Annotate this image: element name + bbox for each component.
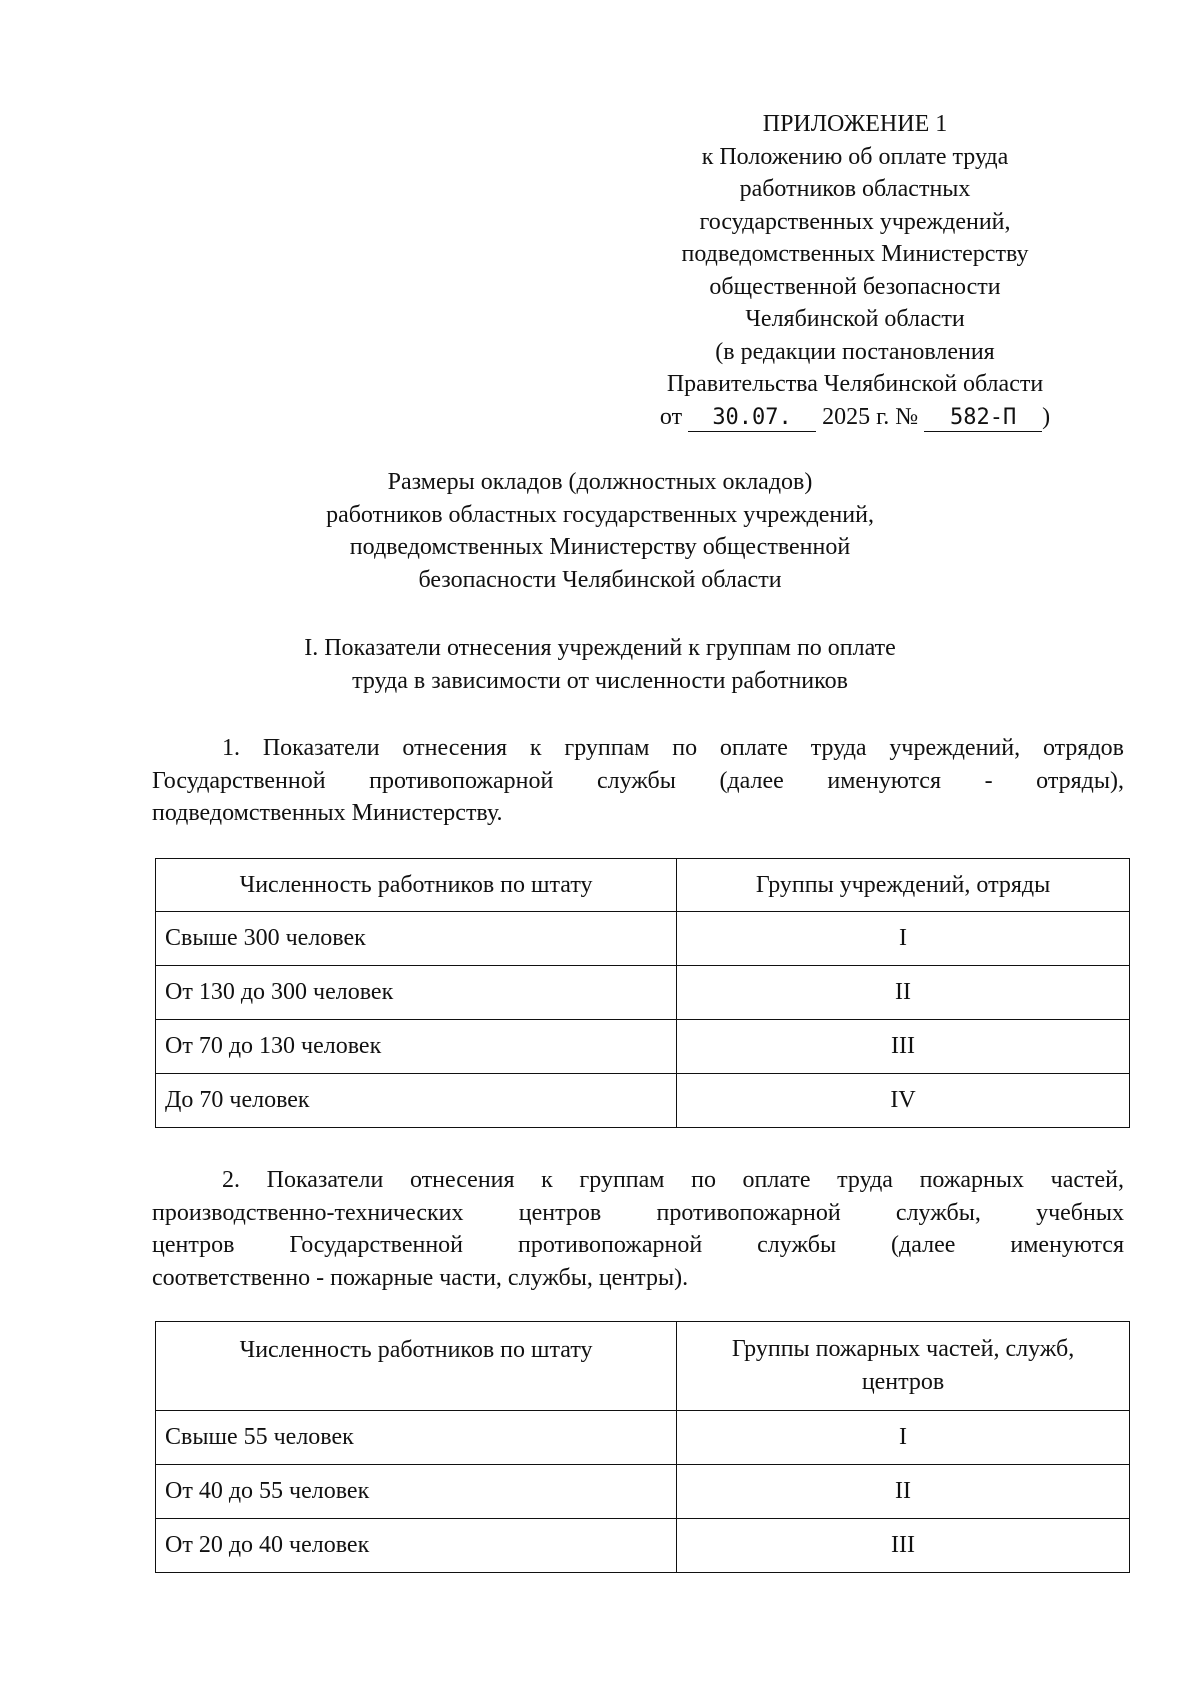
header-line: Группы пожарных частей, служб, [731, 1336, 1075, 1362]
appendix-line: Челябинской области [745, 306, 965, 332]
table-row [156, 1465, 1130, 1519]
staff-count-cell: До 70 человек [156, 1074, 677, 1128]
group-cell: II [677, 966, 1130, 1020]
header-groups: Группы учреждений, отряды [677, 859, 1130, 912]
appendix-label: ПРИЛОЖЕНИЕ 1 [762, 111, 948, 137]
paragraph-line: Государственной противопожарной службы (далее именуются - отряды), [152, 767, 1124, 794]
paragraph-line: подведомственных Министерству. [152, 800, 503, 826]
staff-count-cell: От 70 до 130 человек [156, 1020, 677, 1074]
appendix-line: работников областных [739, 176, 971, 202]
table-row [156, 912, 1130, 966]
appendix-line: Правительства Челябинской области [666, 371, 1044, 397]
group-cell: IV [677, 1074, 1130, 1128]
groups-table-2 [155, 1321, 1130, 1573]
title-line: безопасности Челябинской области [418, 566, 782, 593]
group-cell: I [677, 1411, 1130, 1465]
header-staff-count: Численность работников по штату [156, 859, 677, 912]
title-line: подведомственных Министерству общественной [349, 534, 851, 560]
section-title-line: труда в зависимости от численности работников [352, 667, 848, 694]
paragraph-line: центров Государственной противопожарной службы (далее именуются [152, 1232, 1124, 1258]
paragraph-line: 1. Показатели отнесения к группам по оплате труда учреждений, отрядов [222, 735, 1124, 761]
appendix-line: к Положению об оплате труда [701, 143, 1009, 170]
group-cell: III [677, 1020, 1130, 1074]
header-line: центров [861, 1369, 945, 1395]
table-row [156, 1074, 1130, 1128]
table-header-row [156, 859, 1130, 912]
staff-count-cell: От 20 до 40 человек [156, 1519, 677, 1573]
group-cell: III [677, 1519, 1130, 1573]
appendix-line: государственных учреждений, [699, 208, 1011, 235]
appendix-header [615, 108, 1095, 433]
staff-count-cell: От 40 до 55 человек [156, 1465, 677, 1519]
staff-count-cell: Свыше 55 человек [156, 1411, 677, 1465]
staff-count-cell: Свыше 300 человек [156, 912, 677, 966]
decree-number-field: 582-П [924, 405, 1042, 432]
decree-date-line [615, 401, 1095, 434]
date-year: 2025 г. № [822, 403, 919, 430]
section-1-title [150, 632, 1050, 697]
group-cell: I [677, 912, 1130, 966]
document-title [150, 466, 1050, 596]
table-row [156, 1519, 1130, 1573]
section-title-line: I. Показатели отнесения учреждений к группам по оплате [304, 635, 896, 661]
appendix-line: подведомственных Министерству [681, 241, 1029, 267]
closing-paren: ) [1042, 403, 1051, 430]
paragraph-1 [152, 732, 1124, 830]
paragraph-line: производственно-технических центров противопожарной службы, учебных [152, 1199, 1124, 1226]
decree-date-field: 30.07. [688, 405, 816, 432]
appendix-line: общественной безопасности [709, 273, 1001, 300]
paragraph-line: соответственно - пожарные части, службы, центры). [152, 1264, 689, 1291]
paragraph-line: 2. Показатели отнесения к группам по оплате труда пожарных частей, [222, 1167, 1124, 1193]
header-staff-count: Численность работников по штату [156, 1322, 677, 1411]
table-row [156, 966, 1130, 1020]
header-fire-units [677, 1322, 1130, 1411]
group-cell: II [677, 1465, 1130, 1519]
groups-table-1 [155, 858, 1130, 1128]
table-row [156, 1020, 1130, 1074]
staff-count-cell: От 130 до 300 человек [156, 966, 677, 1020]
appendix-line: (в редакции постановления [715, 338, 995, 365]
table-header-row [156, 1322, 1130, 1411]
paragraph-2 [152, 1164, 1124, 1294]
title-line: работников областных государственных учреждений, [326, 501, 874, 528]
date-prefix: от [659, 403, 683, 430]
table-row [156, 1411, 1130, 1465]
title-line: Размеры окладов (должностных окладов) [387, 469, 813, 495]
